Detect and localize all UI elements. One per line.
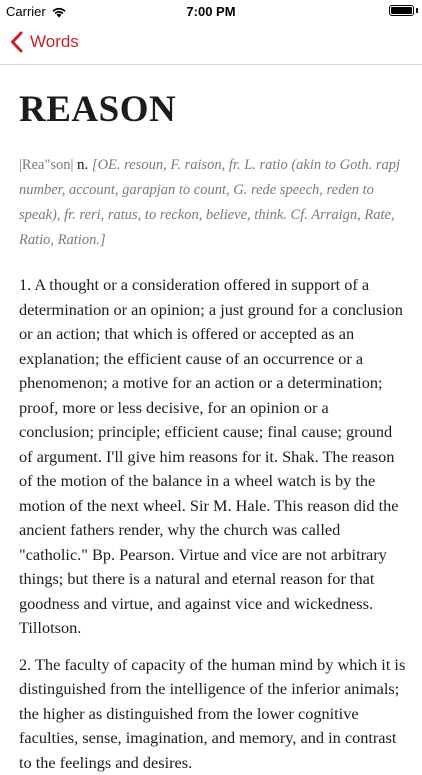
navigation-bar [0,22,422,65]
status-time: 7:00 PM [0,4,422,19]
pronunciation: |Rea"son| [19,157,73,173]
word-title: REASON [19,88,407,132]
battery-tip [416,8,418,13]
part-of-speech: n. [77,157,88,173]
chevron-left-icon [10,31,23,53]
definition-2: 2. The faculty of capacity of the human mind by which it is distinguished from the intelligence of the inferior animals; the higher as distinguished from the lower cognitive faculties, sense, imagination, and memory, and in contrast to the feelings and desires. [19,653,407,775]
status-bar [0,0,422,22]
entry-content [19,66,407,775]
definition-1: 1. A thought or a consideration offered in support of a determination or an opinion; a just ground for a conclusion or an action; that which is offered or accepted as an explanation; the efficient cause of an occurrence or a phenomenon; a motive for an action or a determination; proof, more or less decisive, for an opinion or a conclusion; principle; efficient cause; final cause; ground of argument. I'll give him reasons for it. Shak. The reason of the motion of the balance in a wheel watch is by the motion of the next wheel. Sir M. Hale. This reason did the ancient fathers render, why the church was called "catholic." Bp. Pearson. Virtue and vice are not arbitrary things; but there is a natural and eternal reason for that goodness and virtue, and against vice and wickedness. Tillotson. [19,273,407,641]
back-button-label: Words [30,31,79,53]
etymology-block [19,153,407,253]
etymology-text: [OE. resoun, F. raison, fr. L. ratio (akin to Goth. rapj number, account, garapjan to count, G. rede speech, reden to speak), fr. reri, ratus, to reckon, believe, think. Cf. Arraign, Rate, Ratio, Ration.] [19,157,400,248]
battery-icon [389,5,414,16]
battery-fill [391,7,412,14]
back-button[interactable] [10,31,79,53]
carrier-label: Carrier [6,4,46,19]
